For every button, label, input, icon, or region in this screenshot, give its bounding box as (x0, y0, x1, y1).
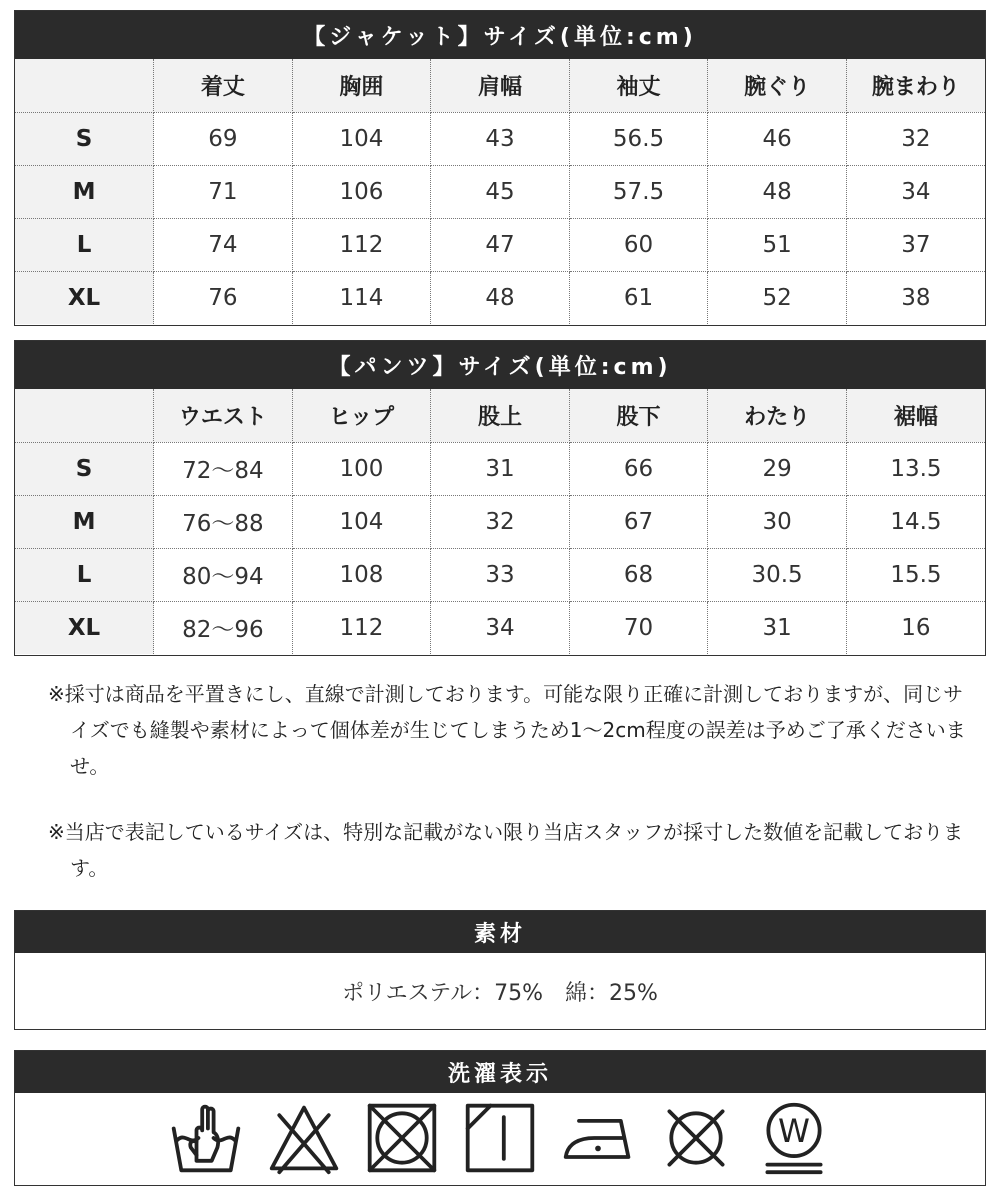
table-cell: 34 (846, 165, 985, 218)
size-label: S (15, 442, 154, 495)
table-cell: 80〜94 (154, 548, 293, 601)
table-cell: 29 (708, 442, 847, 495)
jacket-size-title: 【ジャケット】サイズ(単位:cm) (15, 11, 985, 59)
material-title: 素材 (15, 911, 985, 953)
wet-clean-icon (756, 1100, 832, 1176)
wet-clean-letter: W (778, 1111, 810, 1150)
table-cell: 60 (569, 218, 708, 271)
table-row (15, 495, 985, 548)
table-cell: 34 (431, 601, 570, 654)
table-cell: 45 (431, 165, 570, 218)
table-cell: 82〜96 (154, 601, 293, 654)
table-cell: 13.5 (846, 442, 985, 495)
no-bleach-icon (266, 1100, 342, 1176)
table-cell: 69 (154, 112, 293, 165)
table-header-row (15, 59, 985, 112)
jacket-size-table (15, 59, 985, 324)
drip-dry-icon (462, 1100, 538, 1176)
table-cell: 47 (431, 218, 570, 271)
column-header: 腕まわり (846, 59, 985, 112)
note-store-size: ※当店で表記しているサイズは、特別な記載がない限り当店スタッフが採寸した数値を記載しております。 (48, 820, 964, 880)
care-section (14, 1050, 986, 1186)
table-cell: 30.5 (708, 548, 847, 601)
corner-cell (15, 59, 154, 112)
table-cell: 43 (431, 112, 570, 165)
column-header: 胸囲 (292, 59, 431, 112)
table-cell: 57.5 (569, 165, 708, 218)
table-row (15, 271, 985, 324)
table-row (15, 112, 985, 165)
size-label: L (15, 548, 154, 601)
size-label: XL (15, 601, 154, 654)
store-size-notes (48, 814, 968, 886)
table-cell: 112 (292, 218, 431, 271)
table-cell: 14.5 (846, 495, 985, 548)
table-row (15, 548, 985, 601)
column-header: 裾幅 (846, 389, 985, 442)
hand-wash-icon (168, 1100, 244, 1176)
column-header: ウエスト (154, 389, 293, 442)
table-cell: 56.5 (569, 112, 708, 165)
table-cell: 76〜88 (154, 495, 293, 548)
table-cell: 104 (292, 112, 431, 165)
table-cell: 52 (708, 271, 847, 324)
table-cell: 48 (708, 165, 847, 218)
column-header: 袖丈 (569, 59, 708, 112)
table-cell: 31 (431, 442, 570, 495)
pants-size-table (15, 389, 985, 654)
table-row (15, 601, 985, 654)
table-cell: 37 (846, 218, 985, 271)
size-label: L (15, 218, 154, 271)
table-cell: 16 (846, 601, 985, 654)
table-cell: 66 (569, 442, 708, 495)
no-tumble-dry-icon (364, 1100, 440, 1176)
note-measurement: ※採寸は商品を平置きにし、直線で計測しております。可能な限り正確に計測しておりますが、同じサイズでも縫製や素材によって個体差が生じてしまうため1〜2cm程度の誤差は予めご了承くださいませ。 (48, 682, 966, 778)
column-header: わたり (708, 389, 847, 442)
material-composition: ポリエステル：75% 綿：25% (342, 980, 658, 1006)
table-cell: 48 (431, 271, 570, 324)
pants-size-section (14, 340, 986, 656)
table-cell: 106 (292, 165, 431, 218)
care-title: 洗濯表示 (15, 1051, 985, 1093)
care-icons (15, 1093, 985, 1183)
table-cell: 33 (431, 548, 570, 601)
column-header: 肩幅 (431, 59, 570, 112)
column-header: 股下 (569, 389, 708, 442)
table-cell: 112 (292, 601, 431, 654)
table-cell: 104 (292, 495, 431, 548)
table-row (15, 442, 985, 495)
column-header: 股上 (431, 389, 570, 442)
column-header: ヒップ (292, 389, 431, 442)
column-header: 着丈 (154, 59, 293, 112)
size-label: S (15, 112, 154, 165)
table-cell: 114 (292, 271, 431, 324)
table-cell: 71 (154, 165, 293, 218)
table-cell: 68 (569, 548, 708, 601)
no-dry-clean-icon (658, 1100, 734, 1176)
table-cell: 30 (708, 495, 847, 548)
table-cell: 61 (569, 271, 708, 324)
table-cell: 38 (846, 271, 985, 324)
table-cell: 76 (154, 271, 293, 324)
table-cell: 32 (431, 495, 570, 548)
table-cell: 74 (154, 218, 293, 271)
table-cell: 32 (846, 112, 985, 165)
table-cell: 46 (708, 112, 847, 165)
table-cell: 67 (569, 495, 708, 548)
size-label: M (15, 495, 154, 548)
corner-cell (15, 389, 154, 442)
table-row (15, 165, 985, 218)
jacket-size-section (14, 10, 986, 326)
table-cell: 108 (292, 548, 431, 601)
table-cell: 70 (569, 601, 708, 654)
table-cell: 51 (708, 218, 847, 271)
table-cell: 100 (292, 442, 431, 495)
column-header: 腕ぐり (708, 59, 847, 112)
material-section (14, 910, 986, 1030)
table-row (15, 218, 985, 271)
table-cell: 31 (708, 601, 847, 654)
size-label: XL (15, 271, 154, 324)
low-iron-icon (560, 1100, 636, 1176)
measurement-notes (48, 676, 968, 784)
table-cell: 72〜84 (154, 442, 293, 495)
table-header-row (15, 389, 985, 442)
size-label: M (15, 165, 154, 218)
table-cell: 15.5 (846, 548, 985, 601)
pants-size-title: 【パンツ】サイズ(単位:cm) (15, 341, 985, 389)
